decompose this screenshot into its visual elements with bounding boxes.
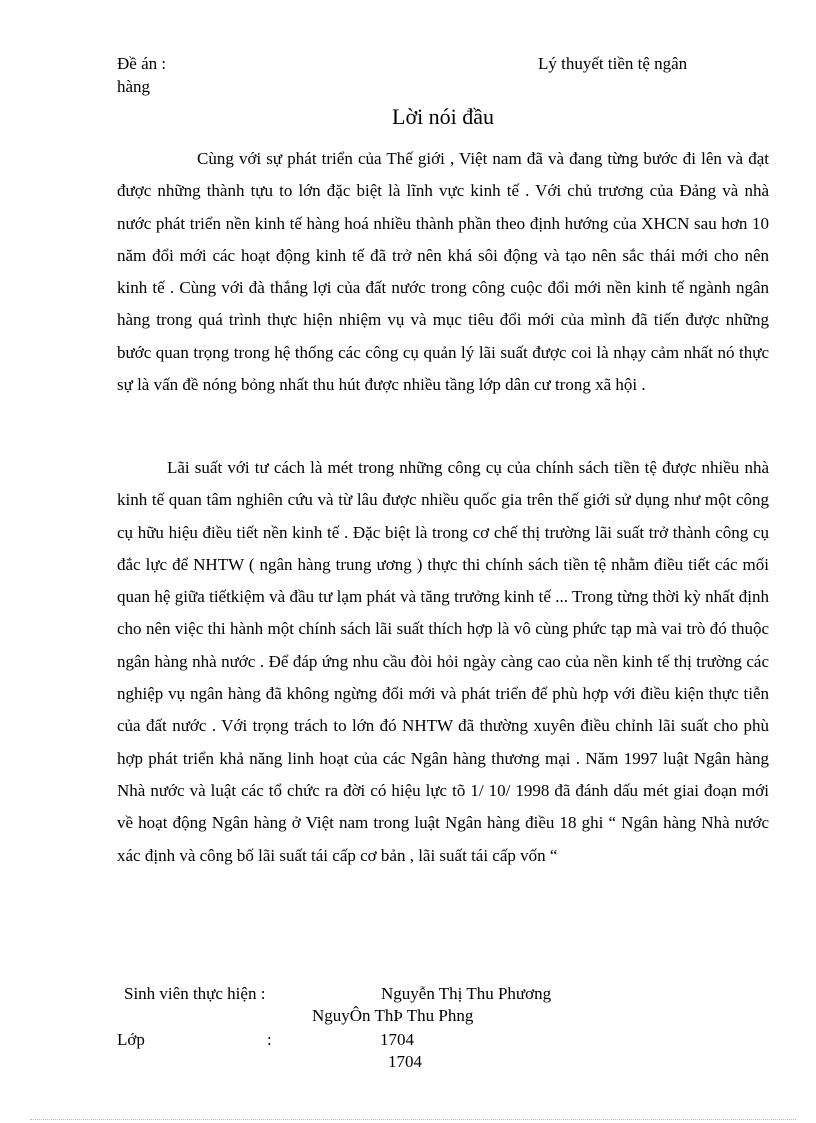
header-left-label: Đề án : — [117, 54, 167, 73]
class-label: Lớp — [117, 1030, 145, 1049]
paragraph-1: Cùng với sự phát triển của Thế giới , Việt nam đã và đang từng bước đi lên và đạt được những thành tựu to lớn đặc biệt là lĩnh vực kinh tế . Với chủ trương của Đảng và nhà nước phát triển nền kinh tế hàng hoá nhiều thành phần theo định hướng của XHCN sau hơn 10 năm đổi mới các hoạt động kinh tế đã trở nên khá sôi động và tạo nên sắc thái mới cho nên kinh tế . Cùng với đà thắng lợi của đất nước trong công cuộc đổi mới nền kinh tế ngành ngân hàng trong quá trình thực hiện nhiệm vụ và mục tiêu đổi mới của mình đã tiến được những bước quan trọng trong hệ thống các công cụ quản lý lãi suất được coi là nhạy cảm nhất nó thực sự là vấn đề nóng bỏng nhất thu hút được nhiều tầng lớp dân cư trong xã hội . — [117, 149, 769, 395]
class-colon: : — [267, 1030, 272, 1049]
header-right-label: Lý thuyết tiền tệ ngân — [538, 54, 688, 73]
class-value-duplicate: 1704 — [388, 1052, 422, 1071]
header-left-continuation: hàng — [117, 77, 151, 96]
class-value: 1704 — [380, 1030, 414, 1049]
student-label: Sinh viên thực hiện : — [124, 984, 266, 1003]
page-bottom-divider — [30, 1119, 796, 1120]
student-name-garbled: NguyÔn ThÞ Thu Phng — [312, 1006, 474, 1025]
paragraph-2: Lãi suất với tư cách là mét trong những công cụ của chính sách tiền tệ được nhiều nhà kinh tế quan tâm nghiên cứu và từ lâu được nhiều quốc gia trên thế giới sử dụng như một công cụ hữu hiệu điều tiết nền kinh tế . Đặc biệt là trong cơ chế thị trường lãi suất trở thành công cụ đắc lực để NHTW ( ngân hàng trung ương ) thực thi chính sách tiền tệ nhằm điều tiết các mối quan hệ giữa tiếtkiệm và đầu tư lạm phát và tăng trưởng kinh tế ... Trong từng thời kỳ nhất định cho nên việc thi hành một chính sách lãi suất thích hợp là vô cùng phức tạp mà vai trò đó thuộc ngân hàng nhà nước . Để đáp ứng nhu cầu đòi hỏi ngày càng cao của nền kinh tế thị trường các nghiệp vụ ngân hàng đã không ngừng đổi mới và phát triển để phù hợp với điều kiện thực tiễn của đất nước . Với trọng trách to lớn đó NHTW đã thường xuyên điều chỉnh lãi suất cho phù hợp phát triển khả năng linh hoạt của các Ngân hàng thương mại . Năm 1997 luật Ngân hàng Nhà nước và luật các tổ chức ra đời có hiệu lực tõ 1/ 10/ 1998 đã đánh dấu mét giai đoạn mới về hoạt động Ngân hàng ở Việt nam trong luật Ngân hàng điều 18 ghi “ Ngân hàng Nhà nước xác định và công bố lãi suất tái cấp cơ bản , lãi suất tái cấp vốn “ — [117, 458, 769, 865]
page-title: Lời nói đầu — [392, 104, 495, 129]
student-name: Nguyễn Thị Thu Phương — [381, 984, 552, 1003]
